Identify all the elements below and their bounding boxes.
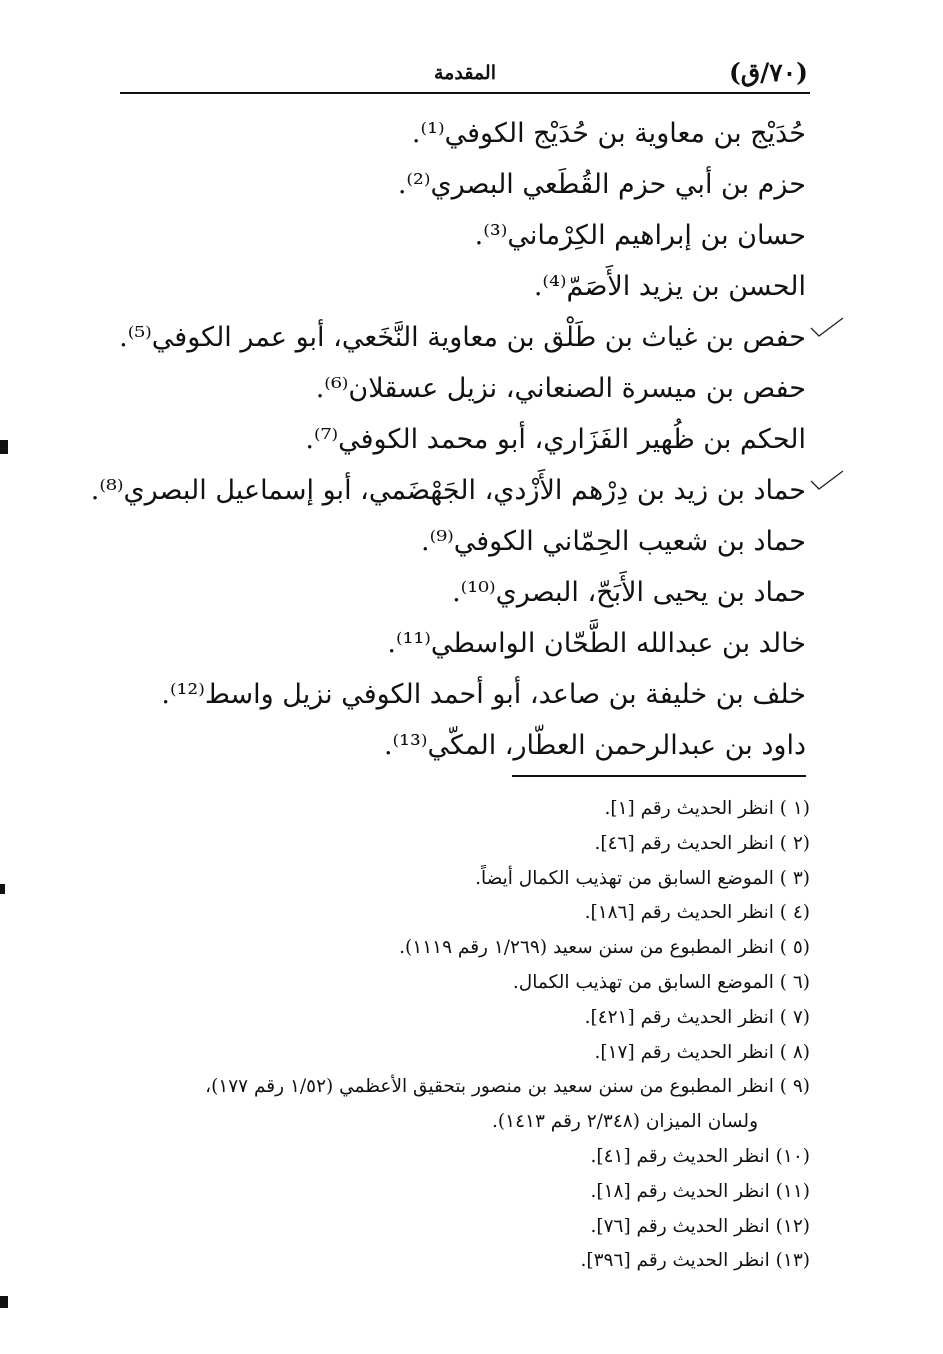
narrator-entry [120, 363, 806, 414]
footnote: (١٢) انظر الحديث رقم [٧٦]. [590, 1215, 810, 1237]
entry-text: حُدَيْج بن معاوية بن حُدَيْج الكوفي⁽¹⁾. [411, 118, 806, 149]
entry-text: داود بن عبدالرحمن العطّار، المكّي⁽¹³⁾. [383, 730, 806, 761]
entry-text: حفص بن ميسرة الصنعاني، نزيل عسقلان⁽⁶⁾. [315, 373, 806, 404]
footnote-continuation: ولسان الميزان (٢/٣٤٨ رقم ١٤١٣). [492, 1111, 758, 1133]
narrator-entry [120, 516, 806, 567]
entry-text: حماد بن شعيب الحِمّاني الكوفي⁽⁹⁾. [421, 526, 806, 557]
scan-edge-mark [0, 440, 8, 454]
page-header [120, 52, 810, 94]
footnote: (٣ ) الموضع السابق من تهذيب الكمال أيضاً. [475, 867, 810, 889]
footnote: (١ ) انظر الحديث رقم [١]. [604, 798, 810, 819]
scan-edge-mark [0, 884, 5, 894]
running-title: المقدمة [433, 62, 496, 84]
narrator-entry [120, 720, 806, 771]
checkmark-icon [810, 467, 844, 495]
footnote-divider [512, 775, 806, 777]
footnote: (٢ ) انظر الحديث رقم [٤٦]. [594, 832, 810, 854]
entry-text: حزم بن أبي حزم القُطَعي البصري⁽²⁾. [397, 169, 806, 200]
entry-text: حفص بن غياث بن طَلْق بن معاوية النَّخَعي، أبو عمر الكوفي⁽⁵⁾. [119, 322, 806, 353]
footnote: (١٠) انظر الحديث رقم [٤١]. [590, 1145, 810, 1167]
narrator-entry [90, 465, 806, 516]
entry-text: خالد بن عبدالله الطَّحّان الواسطي⁽¹¹⁾. [387, 628, 806, 659]
footnote: (٩ ) انظر المطبوع من سنن سعيد بن منصور بتحقيق الأعظمي (١/٥٢ رقم ١٧٧)، [205, 1076, 810, 1098]
footnote: (١٣) انظر الحديث رقم [٣٩٦]. [580, 1250, 810, 1272]
narrator-entry [120, 108, 806, 159]
footnote: (٥ ) انظر المطبوع من سنن سعيد (١/٢٦٩ رقم ١١١٩). [399, 937, 810, 959]
footnote: (٤ ) انظر الحديث رقم [١٨٦]. [584, 902, 810, 924]
footnote: (٨ ) انظر الحديث رقم [١٧]. [594, 1041, 810, 1063]
footnote: (٧ ) انظر الحديث رقم [٤٢١]. [584, 1006, 810, 1028]
narrator-entry [120, 312, 806, 363]
narrator-list [90, 108, 806, 771]
footnote: (١١) انظر الحديث رقم [١٨]. [590, 1180, 810, 1202]
entry-text: خلف بن خليفة بن صاعد، أبو أحمد الكوفي نزيل واسط⁽¹²⁾. [161, 679, 806, 710]
checkmark-icon [810, 314, 844, 342]
narrator-entry [120, 159, 806, 210]
narrator-entry [120, 210, 806, 261]
entry-text: حماد بن يحيى الأَبَحّ، البصري⁽¹⁰⁾. [452, 577, 806, 608]
narrator-entry [120, 261, 806, 312]
entry-text: حسان بن إبراهيم الكِرْماني⁽³⁾. [474, 220, 806, 251]
narrator-entry [120, 669, 806, 720]
entry-text: الحسن بن يزيد الأَصَمّ⁽⁴⁾. [533, 271, 806, 302]
narrator-entry [120, 567, 806, 618]
narrator-entry [120, 618, 806, 669]
entry-text: الحكم بن ظُهير الفَزَاري، أبو محمد الكوفي⁽⁷⁾. [305, 424, 806, 455]
narrator-entry [120, 414, 806, 465]
footnote: (٦ ) الموضع السابق من تهذيب الكمال. [512, 971, 810, 993]
page-reference: (٧٠/ق) [728, 58, 808, 87]
entry-text: حماد بن زيد بن دِرْهم الأَزْدي، الجَهْضَمي، أبو إسماعيل البصري⁽⁸⁾. [90, 475, 806, 506]
scan-edge-mark [0, 1296, 8, 1308]
footnotes [115, 792, 810, 1279]
